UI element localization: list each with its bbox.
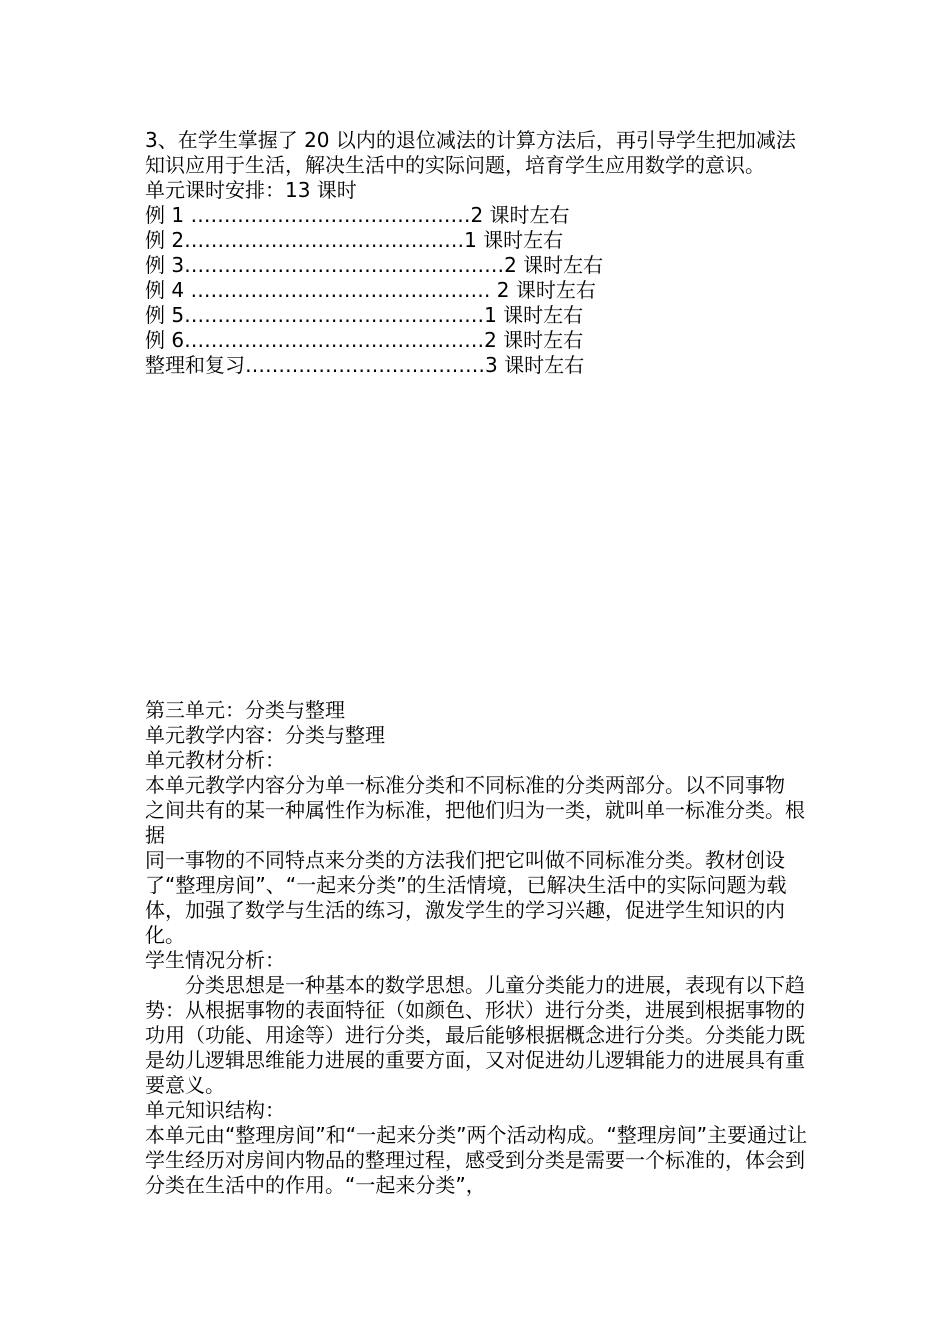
schedule-line-6: 例 6………………………………………2 课时左右	[145, 328, 584, 352]
top-section	[145, 128, 810, 378]
material-heading: 单元教材分析：	[145, 748, 285, 772]
student-paragraph: 分类思想是一种基本的数学思想。儿童分类能力的进展，表现有以下趋势：从根据事物的表面特征（如颜色、形状）进行分类，进展到根据事物的功用（功能、用途等）进行分类，最后能够根据概念进行分类。分类能力既是幼儿逻辑思维能力进展的重要方面，又对促进幼儿逻辑能力的进展具有重要意义。	[145, 973, 805, 1097]
structure-paragraph: 本单元由“整理房间”和“一起来分类”两个活动构成。“整理房间”主要通过让学生经历对房间内物品的整理过程，感受到分类是需要一个标准的，体会到分类在生活中的作用。“一起来分类”，	[145, 1123, 808, 1197]
schedule-line-7: 整理和复习………………………………3 课时左右	[145, 353, 585, 377]
material-paragraph-3: 同一事物的不同特点来分类的方法我们把它叫做不同标准分类。教材创设了“整理房间”、“一起来分类”的生活情境，已解决生活中的实际问题为载体，加强了数学与生活的练习，激发学生的学习兴趣，促进学生知识的内化。	[145, 848, 787, 947]
material-paragraph-2: 之间共有的某一种属性作为标准，把他们归为一类，就叫单一标准分类。根据	[145, 798, 805, 847]
unit-three-section	[145, 698, 810, 1198]
schedule-line-5: 例 5………………………………………1 课时左右	[145, 303, 584, 327]
unit-title: 第三单元：分类与整理	[145, 698, 345, 722]
schedule-line-4: 例 4 ……………………………………… 2 课时左右	[145, 278, 596, 302]
schedule-line-3: 例 3…………………………………………2 课时左右	[145, 253, 604, 277]
material-paragraph-1: 本单元教学内容分为单一标准分类和不同标准的分类两部分。以不同事物	[145, 773, 785, 797]
schedule-line-2: 例 2……………………………………1 课时左右	[145, 228, 564, 252]
schedule-title: 单元课时安排：13 课时	[145, 178, 357, 202]
schedule-line-1: 例 1 ……………………………………2 课时左右	[145, 203, 570, 227]
student-heading: 学生情况分析：	[145, 948, 285, 972]
structure-heading: 单元知识结构：	[145, 1098, 285, 1122]
content-label: 单元教学内容：分类与整理	[145, 723, 385, 747]
intro-paragraph: 3、在学生掌握了 20 以内的退位减法的计算方法后，再引导学生把加减法知识应用于生活，解决生活中的实际问题，培育学生应用数学的意识。	[145, 128, 796, 177]
